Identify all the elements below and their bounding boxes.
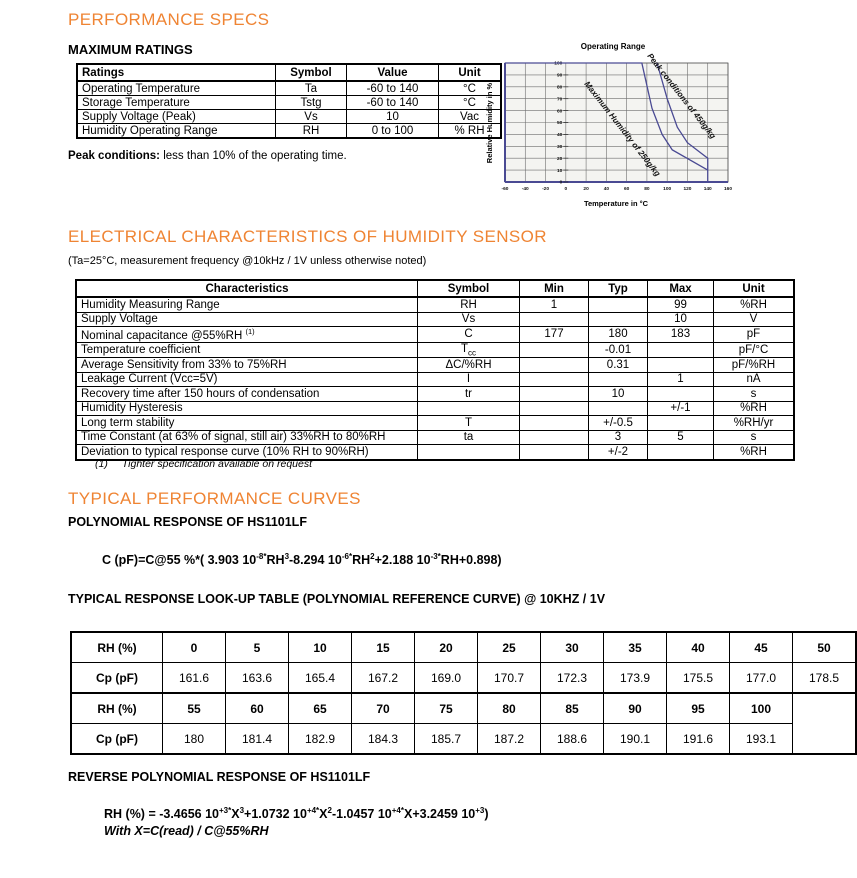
table-cell: 40: [667, 632, 730, 663]
table-cell: [589, 372, 648, 387]
table-cell: s: [714, 387, 795, 402]
table-cell: +/-2: [589, 445, 648, 460]
x-tick-label: -20: [542, 187, 550, 192]
table-cell: 177.0: [730, 663, 793, 694]
table-cell: [520, 387, 589, 402]
table-cell: 80: [478, 693, 541, 724]
chart-x-axis-label: Temperature in °C: [583, 199, 649, 208]
table-cell: [520, 401, 589, 416]
table-cell: 0 to 100: [347, 124, 439, 139]
table-row: [76, 372, 794, 387]
y-tick-label: 0: [559, 180, 563, 186]
table-cell: %RH: [714, 445, 795, 460]
table-cell: Nominal capacitance @55%RH $^{(1)}$: [76, 327, 418, 343]
header-cell: Characteristics: [76, 280, 418, 297]
reverse-polynomial-formula: RH (%) = -3.4656 $10^{+3*}X^3+1.0732$ $10^{+4*}X^2-1.0457$ $10^{+4*}X+3.2459$ $10^{+3}$): [104, 806, 489, 822]
table-row: [76, 327, 794, 343]
table-cell: 185.7: [415, 724, 478, 755]
footnote-number: (1): [95, 458, 108, 470]
chart-title: Operating Range: [580, 42, 646, 51]
section-title-performance-specs: PERFORMANCE SPECS: [68, 10, 270, 29]
table-cell: [589, 297, 648, 312]
header-row: [77, 64, 501, 81]
header-cell: Unit: [714, 280, 795, 297]
table-cell: RH (%): [71, 693, 163, 724]
table-row: [76, 401, 794, 416]
table-cell: Deviation to typical response curve (10% RH to 90%RH): [76, 445, 418, 460]
table-cell: [648, 342, 714, 357]
table-cell: 1: [648, 372, 714, 387]
table-cell: [589, 312, 648, 327]
y-tick-label: 90: [556, 73, 563, 79]
x-tick-label: 60: [623, 187, 630, 192]
y-tick-label: 30: [556, 145, 563, 150]
table-cell: 85: [541, 693, 604, 724]
table-cell: -60 to 140: [347, 81, 439, 96]
heading-reverse-polynomial: REVERSE POLYNOMIAL RESPONSE OF HS1101LF: [68, 770, 371, 784]
table-cell: 180: [589, 327, 648, 343]
table-cell: RH (%): [71, 632, 163, 663]
table-cell: ΔC/%RH: [418, 358, 520, 373]
table-cell: 20: [415, 632, 478, 663]
x-tick-label: 40: [603, 187, 610, 192]
table-cell: 163.6: [226, 663, 289, 694]
table-row: [76, 312, 794, 327]
table-cell: 50: [793, 632, 857, 663]
table-row: [77, 124, 501, 139]
table-cell: Storage Temperature: [77, 96, 276, 110]
chart-series-label-450: Peak conditions of 450g/kg: [645, 51, 718, 141]
table-cell: Temperature coefficient: [76, 342, 418, 357]
x-tick-label: -60: [501, 187, 509, 192]
table-row: [76, 387, 794, 402]
table-cell: °C: [439, 81, 502, 96]
table-cell: Vac: [439, 110, 502, 124]
peak-conditions-note: [68, 150, 347, 162]
table-cell: 181.4: [226, 724, 289, 755]
table-cell: RH: [418, 297, 520, 312]
x-tick-label: 120: [683, 187, 692, 192]
table-cell: [520, 430, 589, 445]
table-cell: 15: [352, 632, 415, 663]
table-cell: 35: [604, 632, 667, 663]
table-row: [71, 693, 856, 724]
table-cell: °C: [439, 96, 502, 110]
table-cell: 25: [478, 632, 541, 663]
header-cell: Symbol: [418, 280, 520, 297]
table-cell: Supply Voltage (Peak): [77, 110, 276, 124]
table-row: [77, 110, 501, 124]
x-tick-label: 160: [723, 187, 733, 192]
table-cell: 99: [648, 297, 714, 312]
table-cell: Tstg: [276, 96, 347, 110]
table-cell: pF/%RH: [714, 358, 795, 373]
table-row: [71, 724, 856, 755]
table-cell: 188.6: [541, 724, 604, 755]
table-cell: ta: [418, 430, 520, 445]
footnote-text: Tighter specification available on request: [121, 458, 313, 470]
table-cell: [520, 416, 589, 431]
table-cell: 175.5: [667, 663, 730, 694]
table-cell: 167.2: [352, 663, 415, 694]
table-cell: 178.5: [793, 663, 857, 694]
table-cell: V: [714, 312, 795, 327]
table-cell: 5: [648, 430, 714, 445]
table-footnote: [95, 458, 312, 470]
table-cell: [520, 372, 589, 387]
table-cell: 45: [730, 632, 793, 663]
y-tick-label: 80: [556, 85, 563, 91]
table-cell: $T_{cc}$: [418, 342, 520, 357]
operating-range-chart: [483, 30, 805, 213]
table-cell: 187.2: [478, 724, 541, 755]
table-cell: [520, 358, 589, 373]
electrical-characteristics-table: [75, 279, 795, 461]
table-cell: Long term stability: [76, 416, 418, 431]
table-cell: % RH: [439, 124, 502, 139]
table-row: [71, 663, 856, 694]
table-cell: 169.0: [415, 663, 478, 694]
x-tick-label: 80: [644, 187, 650, 192]
table-cell: Ta: [276, 81, 347, 96]
table-cell: [418, 445, 520, 460]
x-tick-label: 100: [663, 187, 672, 192]
table-cell: pF/°C: [714, 342, 795, 357]
table-cell: 5: [226, 632, 289, 663]
header-cell: Min: [520, 280, 589, 297]
table-cell: 10: [289, 632, 352, 663]
table-row: [71, 632, 856, 663]
table-cell: [648, 416, 714, 431]
table-cell: 60: [226, 693, 289, 724]
y-tick-label: 40: [556, 133, 563, 139]
table-cell: [418, 401, 520, 416]
heading-maximum-ratings: MAXIMUM RATINGS: [68, 42, 193, 57]
table-cell: Operating Temperature: [77, 81, 276, 96]
table-cell: -60 to 140: [347, 96, 439, 110]
table-cell: 180: [163, 724, 226, 755]
table-cell: %RH/yr: [714, 416, 795, 431]
table-cell: C: [418, 327, 520, 343]
table-cell: 0.31: [589, 358, 648, 373]
y-tick-label: 60: [556, 109, 563, 115]
peak-conditions-label: Peak conditions:: [68, 150, 161, 162]
table-row: [76, 416, 794, 431]
table-cell: 75: [415, 693, 478, 724]
chart-series-label-250: Maximum Humidity of 250g/kg: [582, 79, 663, 179]
table-cell: Recovery time after 150 hours of condensation: [76, 387, 418, 402]
table-cell: [648, 445, 714, 460]
table-cell: RH: [276, 124, 347, 139]
table-cell: 95: [667, 693, 730, 724]
table-cell: 184.3: [352, 724, 415, 755]
table-row: [76, 297, 794, 312]
response-lookup-table: [70, 631, 857, 755]
table-cell: Supply Voltage: [76, 312, 418, 327]
table-cell: 55: [163, 693, 226, 724]
y-tick-label: 50: [556, 121, 563, 127]
table-row: [76, 430, 794, 445]
reverse-formula-definition: With X=C(read) / C@55%RH: [104, 824, 269, 838]
section-title-electrical-characteristics: ELECTRICAL CHARACTERISTICS OF HUMIDITY SENSOR: [68, 227, 547, 246]
table-cell: Vs: [418, 312, 520, 327]
table-cell: 65: [289, 693, 352, 724]
table-cell: I: [418, 372, 520, 387]
x-tick-label: 20: [583, 187, 589, 192]
table-cell: -0.01: [589, 342, 648, 357]
header-row: [76, 280, 794, 297]
table-cell: 190.1: [604, 724, 667, 755]
table-row: [77, 81, 501, 96]
table-cell: Vs: [276, 110, 347, 124]
table-cell: 100: [730, 693, 793, 724]
table-row: [76, 358, 794, 373]
table-row: [76, 342, 794, 357]
header-cell: Unit: [439, 64, 502, 81]
table-cell: Humidity Operating Range: [77, 124, 276, 139]
table-cell: 90: [604, 693, 667, 724]
table-cell: 3: [589, 430, 648, 445]
x-tick-label: 140: [703, 187, 712, 192]
table-cell: Humidity Hysteresis: [76, 401, 418, 416]
x-tick-label: -40: [521, 187, 529, 192]
y-tick-label: 70: [556, 97, 563, 103]
polynomial-formula: C (pF)=C@55 %*( 3.903 $10^{-8*}RH^3-8.294$ $10^{-6*}RH^2+2.188$ $10^{-3*}RH+0.898$): [102, 552, 502, 568]
table-cell: 1: [520, 297, 589, 312]
table-cell: 172.3: [541, 663, 604, 694]
table-cell: 30: [541, 632, 604, 663]
table-cell: [520, 445, 589, 460]
y-tick-label: 20: [556, 156, 563, 162]
table-cell: 10: [648, 312, 714, 327]
table-cell: 183: [648, 327, 714, 343]
table-cell: Humidity Measuring Range: [76, 297, 418, 312]
header-cell: Ratings: [77, 64, 276, 81]
x-tick-label: 0: [564, 187, 568, 192]
table-cell: 173.9: [604, 663, 667, 694]
table-cell: Average Sensitivity from 33% to 75%RH: [76, 358, 418, 373]
table-cell: 70: [352, 693, 415, 724]
peak-conditions-text: less than 10% of the operating time.: [160, 150, 347, 162]
table-cell: 0: [163, 632, 226, 663]
header-cell: Value: [347, 64, 439, 81]
table-cell: nA: [714, 372, 795, 387]
table-cell: pF: [714, 327, 795, 343]
table-cell: %RH: [714, 401, 795, 416]
table-cell: 161.6: [163, 663, 226, 694]
table-cell: 170.7: [478, 663, 541, 694]
table-cell: Leakage Current (Vcc=5V): [76, 372, 418, 387]
table-cell: [589, 401, 648, 416]
y-tick-label: 10: [556, 168, 563, 174]
section-title-typical-performance-curves: TYPICAL PERFORMANCE CURVES: [68, 489, 361, 508]
table-cell: 10: [589, 387, 648, 402]
electrical-conditions-subtitle: (Ta=25°C, measurement frequency @10kHz / 1V unless otherwise noted): [68, 255, 427, 267]
header-cell: Typ: [589, 280, 648, 297]
table-cell: +/-1: [648, 401, 714, 416]
table-cell: %RH: [714, 297, 795, 312]
table-cell: 165.4: [289, 663, 352, 694]
header-cell: Max: [648, 280, 714, 297]
heading-polynomial-response: POLYNOMIAL RESPONSE OF HS1101LF: [68, 515, 307, 529]
table-cell: 182.9: [289, 724, 352, 755]
table-cell: [648, 358, 714, 373]
table-cell: s: [714, 430, 795, 445]
y-tick-label: 100: [554, 61, 563, 67]
maximum-ratings-table: [76, 63, 502, 139]
table-row: [77, 96, 501, 110]
table-cell: 10: [347, 110, 439, 124]
table-cell: Cp (pF): [71, 724, 163, 755]
table-cell: [520, 312, 589, 327]
header-cell: Symbol: [276, 64, 347, 81]
heading-lookup-table: TYPICAL RESPONSE LOOK-UP TABLE (POLYNOMIAL REFERENCE CURVE) @ 10KHZ / 1V: [68, 592, 606, 606]
table-cell: tr: [418, 387, 520, 402]
table-cell: T: [418, 416, 520, 431]
table-cell: [648, 387, 714, 402]
table-cell: +/-0.5: [589, 416, 648, 431]
table-cell: 177: [520, 327, 589, 343]
table-cell: 191.6: [667, 724, 730, 755]
chart-y-axis-label: Relative Humidity in %: [485, 82, 494, 164]
table-cell: [520, 342, 589, 357]
table-cell: Cp (pF): [71, 663, 163, 694]
table-cell: Time Constant (at 63% of signal, still air) 33%RH to 80%RH: [76, 430, 418, 445]
table-cell: 193.1: [730, 724, 793, 755]
